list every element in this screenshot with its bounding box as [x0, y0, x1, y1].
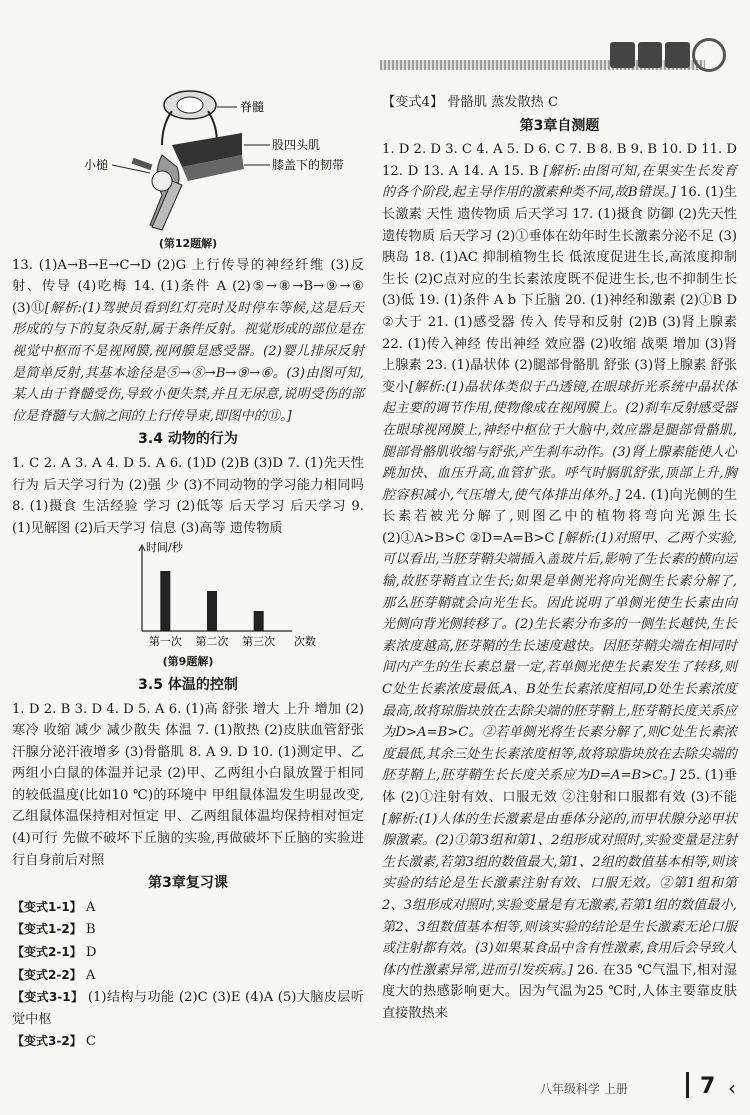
variant-answer: A [85, 967, 96, 983]
x-tick-label: 第三次 [242, 635, 276, 649]
header-ring-icon [692, 38, 726, 72]
header-logo [610, 42, 690, 68]
variant-list [12, 897, 364, 1053]
section-title: 3.5 体温的控制 [138, 676, 238, 693]
variant-tag: 【变式1-1】 [12, 899, 82, 914]
knee-anatomy-drawing [12, 85, 364, 233]
logo-block [610, 42, 635, 68]
footer-text: 八年级科学 上册 [540, 1082, 628, 1096]
x-tick-label: 第一次 [148, 635, 182, 649]
label-ligament: 膝盖下的韧带 [272, 158, 345, 172]
variant-tag: 【变式1-2】 [12, 922, 82, 937]
answer-block [382, 139, 737, 1024]
page-number: 7 [700, 1074, 716, 1099]
knee-reflex-figure [12, 85, 364, 233]
variant-answer: C [85, 1034, 96, 1050]
section-title: 第3章复习课 [148, 875, 228, 892]
bar-chart-svg [12, 539, 364, 651]
bar [160, 571, 170, 631]
answer-block: 1. D 2. B 3. D 4. D 5. A 6. (1)高 舒张 增大 上升 增加 (2)寒冷 收缩 减少 减少散失 体温 7. (1)散热 (2)皮肤血管舒张 汗腺分泌汗液增多 (3)骨骼肌 8. A 9. D 10. (1)测定甲、乙两组小白鼠的体温并记录 (2)甲、乙两组小白鼠放置于相同的较低温度(比如10 ℃)的环境中 甲组鼠体温发生明显改变,乙组鼠体温保持相对恒定 甲、乙两组鼠体温均保持相对恒定 (4)可行 先做不破坏下丘脑的实验,再做破坏下丘脑的实验进行自身前后对照 [12, 701, 364, 868]
answer-q13-14 [12, 255, 364, 428]
section-title: 第3章自测题 [519, 117, 600, 134]
label-hammer: 小槌 [84, 158, 109, 172]
logo-block [665, 42, 690, 68]
chevron-left-icon: ‹ [728, 1076, 736, 1100]
answer-text: 1. D 2. D 3. C 4. A 5. D 6. C 7. B 8. B 9. B 10. D 11. D 12. D 13. A 14. A 15. B [382, 142, 737, 179]
x-tick-label: 第二次 [195, 635, 229, 649]
variant-answer: D [85, 945, 97, 961]
variant-item [12, 1031, 364, 1053]
variant-answer: A [85, 899, 96, 915]
variant-4: 【变式4】 骨骼肌 蒸发散热 C [382, 95, 559, 110]
answer-block: 1. C 2. A 3. A 4. D 5. A 6. (1)D (2)B (3)D 7. (1)先天性行为 后天学习行为 (2)强 少 (3)不同动物的学习能力相同吗 8. (1)摄食 生活经验 学习 (2)低等 后天学习 后天学习 9. (1)见解图 (2)后天学习 信息 (3)高等 遗传物质 [12, 455, 364, 536]
left-column [12, 85, 364, 1054]
variant-tag: 【变式3-1】 [12, 990, 84, 1005]
answer-text: 16. (1)生长激素 天性 遗传物质 后天学习 17. (1)摄食 防御 (2)先天性 遗传物质 后天学习 (2)①垂体在幼年时生长激素分泌不足 (3)胰岛 18. (1)AC 抑制植物生长 低浓度促进生长,高浓度抑制生长 (2)C点对应的生长素浓度既不促进生长,也不抑制生长 (3)低 19. (1)条件 A b 下丘脑 20. (1)神经和激素 (2)①B D ②大于 21. (1)感受器 传入 传导和反射 (2)B (3)肾上腺素 22. (1)传入神经 传出神经 效应器 (2)收缩 战栗 增加 (3)肾上腺素 23. (1)晶状体 (2)腿部骨骼肌 舒张 (3)肾上腺素 舒张 变小 [382, 185, 737, 395]
analysis-text: [解析:由图可知,在果实生长发育的各个阶段,起主导作用的激素种类不同,故B错误。] [382, 163, 737, 201]
variant-item [12, 987, 364, 1030]
footer-divider [686, 1072, 689, 1098]
variant-item [12, 965, 364, 987]
right-column [382, 92, 737, 1025]
variant-item [12, 942, 364, 964]
answer-text: 24. (1)向光侧的生长素若被光分解了,则图乙中的植物将弯向光源生长 (2)①A>B>C ②D=A=B>C [382, 487, 737, 546]
figure-caption: (第9题解) [162, 655, 214, 669]
label-quadriceps: 股四头肌 [272, 138, 321, 152]
analysis-text: [解析:(1)晶状体类似于凸透镜,在眼球折光系统中晶状体起主要的调节作用,使物像成在视网膜上。(2)刹车反射感受器在眼球视网膜上,神经中枢位于大脑中,效应器是腿部骨骼肌,腿部骨骼肌收缩与舒张,产生刹车动作。(3)肾上腺素能使人心跳加快、血压升高,血管扩张。呼气时膈肌舒张,顶部上升,胸腔容积减小,气压增大,使气体排出体外。] [382, 379, 737, 503]
figure-caption: (第12题解) [158, 237, 218, 250]
label-spine: 脊髓 [240, 100, 265, 114]
y-axis-label: 时间/秒 [146, 541, 183, 555]
analysis-text: [解析:(1)人体的生长激素是由垂体分泌的,而甲状腺分泌甲状腺激素。(2)①第3组和第1、2组形成对照时,实验变量是注射生长激素,若第3组的数值最大,第1、2组的数值基本相等,则该实验的结论是生长激素注射有效、口服无效。②第1组和第2、3组形成对照时,实验变量是有无激素,若第1组的数值最小,第2、3组数值基本相等,则该实验的结论是生长激素无论口服或注射都有效。(3)如果某食品中含有性激素,食用后会导致人体内性激素异常,进而引发疾病。] [382, 811, 737, 978]
x-axis-label: 次数 [294, 635, 316, 649]
bar [207, 591, 217, 631]
analysis-text: [解析:(1)对照甲、乙两个实验,可以看出,当胚芽鞘尖端插入盖玻片后,影响了生长素的横向运输,故胚芽鞘直立生长;如果是单侧光将向光侧生长素分解了,那么胚芽鞘就会向光生长。因此说明了单侧光使生长素由向光侧向背光侧转移了。(2)生长素分布多的一侧生长越快,生长素浓度越高,胚芽鞘的生长速度越快。因胚芽鞘尖端在相同时间内产生的生长素总量一定,若单侧光使生长素发生了转移,则C处生长素浓度最低,A、B处生长素浓度相同,D处生长素浓度最高,故将琼脂块放在去除尖端的胚芽鞘上,胚芽鞘长度关系应为D>A=B>C。②若单侧光将生长素分解了,则C处生长素浓度最低,其余三处生长素浓度相等,故将琼脂块放在去除尖端的胚芽鞘上,胚芽鞘生长长度关系应为D=A=B>C。] [382, 530, 737, 784]
answer-text: 25. (1)垂体 (2)①注射有效、口服无效 ②注射和口服都有效 (3)不能 [382, 768, 737, 805]
section-title: 3.4 动物的行为 [138, 431, 238, 448]
answer-text: 13. (1)A→B→E→C→D (2)G 上行传导的神经纤维 (3)反射、传导 (4)吃梅 14. (1)条件 A (2)⑤→⑧→B→⑨→⑥ (3)⑪ [12, 257, 364, 316]
logo-block [638, 42, 663, 68]
bar [254, 611, 264, 631]
variant-tag: 【变式3-2】 [12, 1034, 82, 1049]
variant-answer: (1)结构与功能 (2)C (3)E (4)A (5)大脑皮层听觉中枢 [12, 990, 364, 1027]
analysis-text: [解析:(1)驾驶员看到红灯亮时及时停车等候,这是后天形成的与下的复杂反射,属于条件反射。视觉形成的部位是在视觉中枢而不是视网膜,视网膜是感受器。(2)婴儿排尿反射是简单反射,其基本途径是⑤→⑧→B→⑨→⑥。(3)由图可知,某人由于脊髓受伤,导致小便失禁,并且无尿意,说明受伤的部位是脊髓与大脑之间的上行传导束,即图中的⑪。] [12, 300, 364, 424]
variant-tag: 【变式2-2】 [12, 967, 82, 982]
answer-text: 26. 在35 ℃气温下,相对湿度大的热感影响更大。因为气温为25 ℃时,人体主要靠皮肤直接散热来 [382, 962, 737, 1021]
variant-tag: 【变式2-1】 [12, 945, 82, 960]
variant-item [12, 897, 364, 919]
bar-chart [12, 539, 364, 651]
variant-answer: B [85, 922, 96, 938]
variant-item [12, 919, 364, 941]
